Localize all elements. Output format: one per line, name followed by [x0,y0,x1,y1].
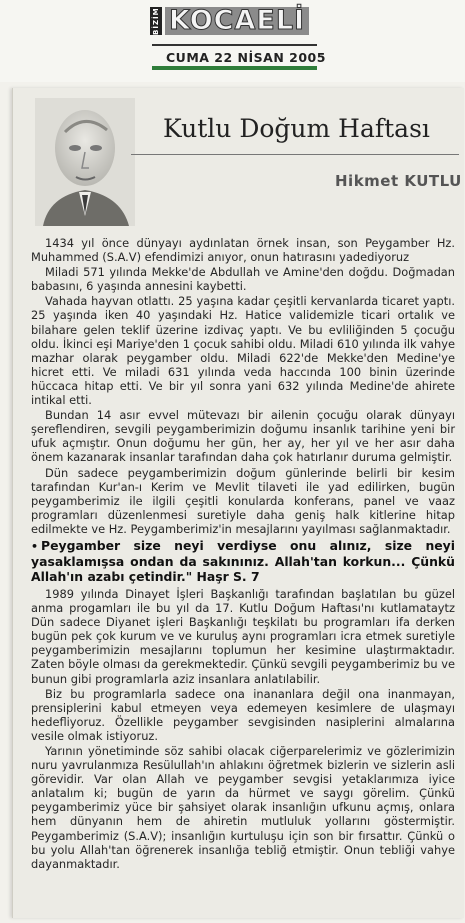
paragraph-4: Bundan 14 asır evvel mütevazı bir ailenin çocuğu olarak dünyayı şereflendiren, sevgili peygamberimizin doğumu insanlık tarihine yeni bir ufuk açmıştır. Onun doğumu her gün, her ay, her yıl ve her asır daha önem kazanarak insanlar tarafından daha çok hatırlanır duruma gelmiştir. [31,408,455,465]
masthead [0,0,465,82]
paragraph-2: Miladi 571 yılında Mekke'de Abdullah ve Amine'den doğdu. Doğmadan babasını, 6 yaşında annesini kaybetti. [31,265,455,294]
paragraph-6: 1989 yılında Dinayet İşleri Başkanlığı tarafından başlatılan bu güzel anma progamları ile bu yıl da 17. Kutlu Doğum Haftası'nı kutlamataytz Dün sadece Diyanet işleri Başkanlığı teşkilatı bu programları ifa derken bugün pek çok kurum ve ve kuruluş aynı programları icra etmek suretiyle peygamberimizin mesajlarını toplumun her kesimine ulaştırmaktadır. Zaten böyle olması da gerekmektedir. Çünkü sevgili peygamberimiz bu ve bunun gibi programlarla aziz insanlara anlatılabilir. [31,586,455,686]
pull-quote-text: Peygamber size neyi verdiyse onu alınız, size neyi yasaklamışsa ondan da sakınınız. Allah'tan korkun... Çünkü Allah'ın azabı çetindir." Haşr S. 7 [31,537,455,584]
author-portrait [35,98,135,226]
headline-divider [131,154,459,155]
author-name: Hikmet KUTLU [335,172,462,190]
masthead-divider [152,44,317,46]
article-body [31,236,455,872]
logo-small-text: BİZİM [152,7,160,35]
paragraph-1: 1434 yıl önce dünyayı aydınlatan örnek insan, son Peygamber Hz. Muhammed (S.A.V) efendimizi anıyor, onun hatırasını yadediyoruz [31,236,455,265]
newspaper-logo [150,6,309,36]
quote-bullet-icon: • [31,539,39,553]
masthead-green-rule [152,66,317,70]
article-headline: Kutlu Doğum Haftası [163,114,430,143]
logo-main-text: KOCAELİ [165,7,309,35]
paragraph-7: Biz bu programlarla sadece ona inananlara değil ona inanmayan, prensiplerini kabul etmeyen veya edemeyen kesimlere de ulaşmayı hedefliyoruz. Özellikle peygamber sevgisinden nasiplerini almalarına vesile olmak istiyoruz. [31,686,455,743]
article-clipping [12,88,464,918]
pull-quote [31,538,455,584]
paragraph-5: Dün sadece peygamberimizin doğum günlerinde belirli bir kesim tarafından Kur'an-ı Kerim ve Mevlit tilaveti ile yad edilirken, bugün peygamberimiz ile ilgili çeşitli konularda konferans, panel ve vaaz programları düzenlenmesi suretiyle daha geniş halk kitlerine hitap edilmekte ve Hz. Peygamberimiz'in mesajlarını yayılması sağlanmaktadır. [31,465,455,536]
issue-date: CUMA 22 NİSAN 2005 [166,50,326,65]
paragraph-3: Vahada hayvan otlattı. 25 yaşına kadar çeşitli kervanlarda ticaret yaptı. 25 yaşında iken 40 yaşındaki Hz. Hatice validemizle ticari ortalık ve bilahare gelen teklif üzerine izdivaç yaptı. Ve bu evliliğinden 5 çocuğu oldu. İkinci eşi Mariye'den 1 çocuk sahibi oldu. Miladi 610 yılında ilk vahye mazhar olarak peygamber oldu. Miladi 622'de Mekke'den Medine'ye hicret etti. Ve miladi 631 yılında veda haccında 100 binin üzerinde hüccaca hitap etti. Ve bir yıl sonra yani 632 yılında Medine'de ahirete intikal etti. [31,294,455,408]
paragraph-8: Yarının yönetiminde söz sahibi olacak ciğerparelerimiz ve gözlerimizin nuru yavrulanmıza Resülullah'ın ahlakını öğretmek bizlerin ve sizlerin asli görevidir. Var olan Allah ve peygamber sevgisi yetaklarımıza iyice anlatalım ki; bugün de yarın da hürmet ve saygı görelim. Çünkü peygamberimiz yüce bir şahsiyet olarak insanlığın ufkunu açmış, onlara hem dünyanın hem de ahiretin mutluluk yollarını göstermiştir. Peygamberimiz (S.A.V); insanlığın kurtuluşu için son bir fırsattır. Çünkü o bu yolu Allah'tan öğrenerek insanlığa tebliğ etmiştir. Onun tebliği vahye dayanmaktadır. [31,744,455,871]
